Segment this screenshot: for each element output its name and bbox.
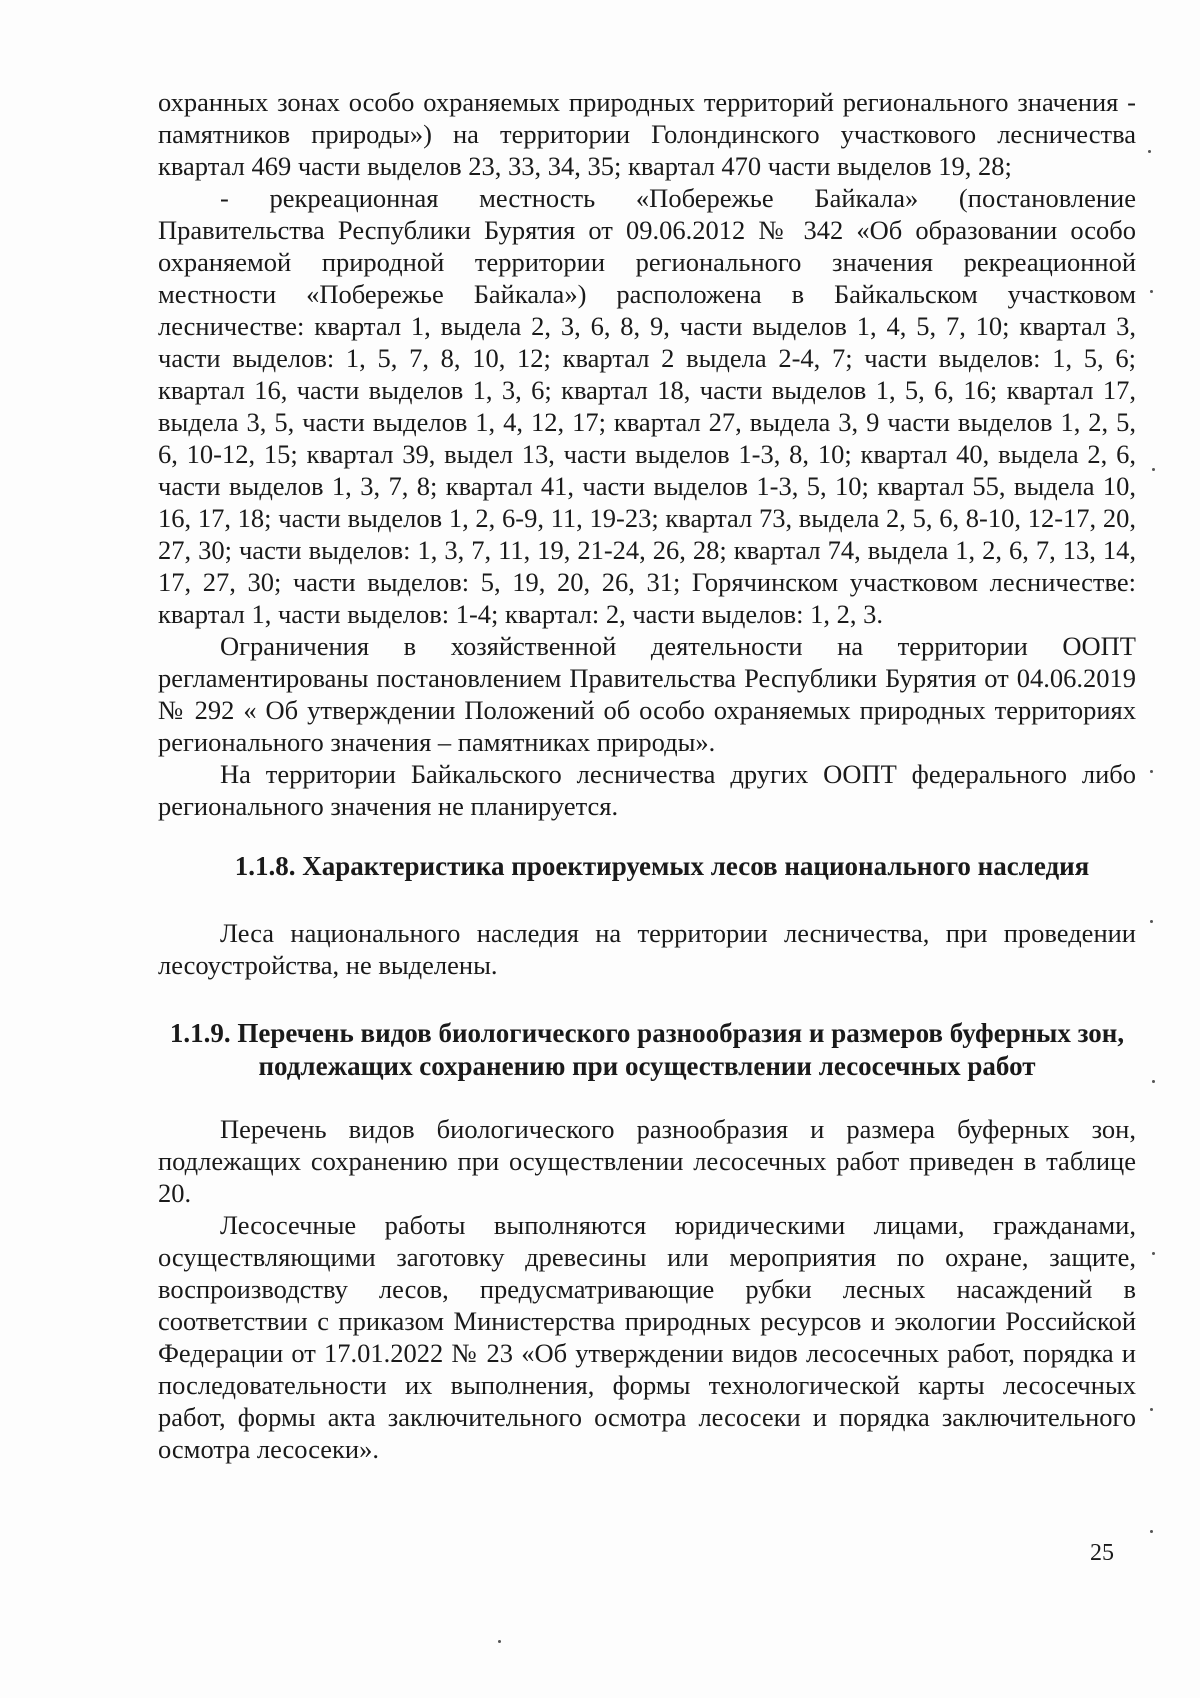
- paragraph-biodiversity-list: Перечень видов биологического разнообразия и размера буферных зон, подлежащих сохранению при осуществлении лесосечных работ приведен в таблице 20.: [158, 1114, 1136, 1208]
- paragraph-restrictions: Ограничения в хозяйственной деятельности на территории ООПТ регламентированы постановлением Правительства Республики Бурятия от 04.06.2019 № 292 « Об утверждении Положений об особо охраняемых природных территориях регионального значения – памятниках природы».: [158, 631, 1136, 757]
- paragraph-recreation-area: - рекреационная местность «Побережье Байкала» (постановление Правительства Республики Бурятия от 09.06.2012 № 342 «Об образовании особо охраняемой природной территории регионального значения рекреационной местности «Побережье Байкала») расположена в Байкальском участковом лесничестве: квартал 1, выдела 2, 3, 6, 8, 9, части выделов 1, 4, 5, 7, 10; квартал 3, части выделов: 1, 5, 7, 8, 10, 12; квартал 2 выдела 2-4, 7; части выделов: 1, 5, 6; квартал 16, части выделов 1, 3, 6; квартал 18, части выделов 1, 5, 6, 16; квартал 17, выдела 3, 5, части выделов 1, 4, 12, 17; квартал 27, выдела 3, 9 части выделов 1, 2, 5, 6, 10-12, 15; квартал 39, выдел 13, части выделов 1-3, 8, 10; квартал 40, выдела 2, 6, части выделов 1, 3, 7, 8; квартал 41, части выделов 1-3, 5, 10; квартал 55, выдела 10, 16, 17, 18; части выделов 1, 2, 6-9, 11, 19-23; квартал 73, выдела 2, 5, 6, 8-10, 12-17, 20, 27, 30; части выделов: 1, 3, 7, 11, 19, 21-24, 26, 28; квартал 74, выдела 1, 2, 6, 7, 13, 14, 17, 27, 30; части выделов: 5, 19, 20, 26, 31; Горячинском участковом лесничестве: квартал 1, части выделов: 1-4; квартал: 2, части выделов: 1, 2, 3.: [158, 183, 1136, 629]
- scan-speck: [498, 1640, 501, 1643]
- scan-speck: [1150, 1408, 1153, 1411]
- scan-speck: [1152, 1080, 1155, 1083]
- paragraph-national-heritage: Леса национального наследия на территории лесничества, при проведении лесоустройства, не выделены.: [158, 918, 1136, 980]
- scan-speck: [1152, 468, 1155, 471]
- scan-speck: [1150, 290, 1153, 293]
- scan-speck: [1150, 920, 1153, 923]
- page-content: [158, 86, 1136, 1465]
- section-heading-1-1-9: 1.1.9. Перечень видов биологического разнообразия и размеров буферных зон, подлежащих сохранению при осуществлении лесосечных работ: [169, 1018, 1125, 1081]
- paragraph-no-other-oopt: На территории Байкальского лесничества других ООПТ федерального либо регионального значения не планируется.: [158, 759, 1136, 821]
- scan-speck: [1150, 770, 1153, 773]
- paragraph-logging-works: Лесосечные работы выполняются юридическими лицами, гражданами, осуществляющими заготовку древесины или мероприятия по охране, защите, воспроизводству лесов, предусматривающие рубки лесных насаждений в соответствии с приказом Министерства природных ресурсов и экологии Российской Федерации от 17.01.2022 № 23 «Об утверждении видов лесосечных работ, порядка и последовательности их выполнения, формы технологической карты лесосечных работ, формы акта заключительного осмотра лесосеки и порядка заключительного осмотра лесосеки».: [158, 1210, 1136, 1464]
- paragraph-oopt-zones: охранных зонах особо охраняемых природных территорий регионального значения - памятников природы») на территории Голондинского участкового лесничества квартал 469 части выделов 23, 33, 34, 35; квартал 470 части выделов 19, 28;: [158, 87, 1136, 181]
- section-heading-1-1-8: 1.1.8. Характеристика проектируемых лесов национального наследия: [234, 851, 1090, 881]
- scan-speck: [1152, 1252, 1155, 1255]
- page-number: 25: [1090, 1540, 1114, 1566]
- scan-speck: [1150, 1530, 1153, 1533]
- scan-speck: [1148, 150, 1151, 153]
